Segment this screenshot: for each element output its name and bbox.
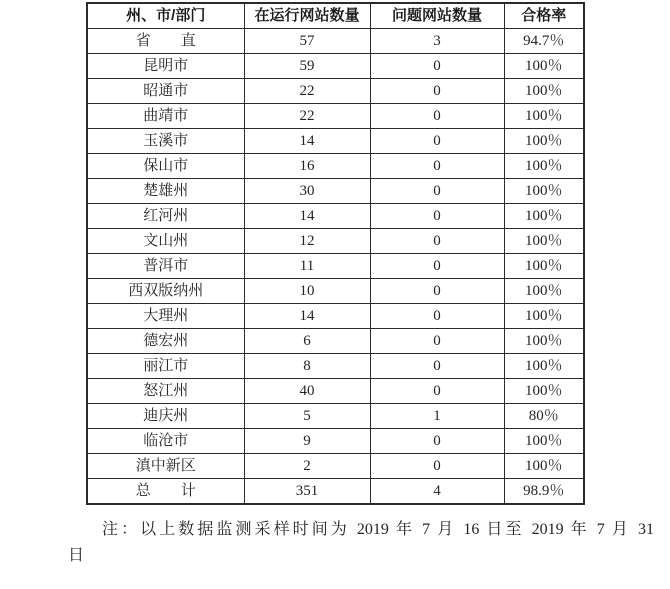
running-websites-count-cell: 5 [244,404,370,429]
pass-rate-cell: 100％ [504,379,584,404]
running-websites-count-cell: 14 [244,304,370,329]
table-row [87,204,584,229]
region-cell: 昭通市 [87,79,244,104]
running-websites-count-cell: 9 [244,429,370,454]
problem-websites-count-cell: 0 [370,204,504,229]
running-websites-count-cell: 12 [244,229,370,254]
running-websites-count-cell: 22 [244,104,370,129]
problem-websites-count-cell: 0 [370,304,504,329]
table-row [87,279,584,304]
pass-rate-cell: 100％ [504,304,584,329]
table-row [87,79,584,104]
region-cell: 丽江市 [87,354,244,379]
pass-rate-cell: 100％ [504,429,584,454]
problem-websites-count-cell: 0 [370,54,504,79]
region-cell: 怒江州 [87,379,244,404]
table-row [87,454,584,479]
running-websites-count-cell: 10 [244,279,370,304]
pass-rate-cell: 100％ [504,279,584,304]
table-row [87,429,584,454]
region-cell: 红河州 [87,204,244,229]
region-cell: 大理州 [87,304,244,329]
pass-rate-cell: 100％ [504,354,584,379]
problem-websites-count-cell: 0 [370,454,504,479]
problem-websites-count-cell: 0 [370,379,504,404]
problem-websites-count-cell: 1 [370,404,504,429]
problem-websites-count-cell: 0 [370,179,504,204]
table-row [87,254,584,279]
problem-websites-count-cell: 0 [370,154,504,179]
region-cell: 保山市 [87,154,244,179]
problem-websites-count-cell: 0 [370,129,504,154]
pass-rate-cell: 100％ [504,254,584,279]
table-body [87,29,584,505]
pass-rate-cell: 100％ [504,154,584,179]
problem-websites-count-cell: 0 [370,229,504,254]
footnote-line-1: 注：以上数据监测采样时间为 2019 年 7 月 16 日至 2019 年 7 月 31 [102,521,654,538]
pass-rate-cell: 100％ [504,54,584,79]
pass-rate-cell: 100％ [504,79,584,104]
pass-rate-cell: 100％ [504,454,584,479]
table-row [87,179,584,204]
pass-rate-cell: 80％ [504,404,584,429]
problem-websites-count-cell: 0 [370,104,504,129]
pass-rate-cell: 100％ [504,229,584,254]
pass-rate-cell: 100％ [504,179,584,204]
table-row [87,104,584,129]
region-cell: 西双版纳州 [87,279,244,304]
running-websites-count-cell: 22 [244,79,370,104]
pass-rate-cell: 100％ [504,329,584,354]
table-row [87,54,584,79]
problem-websites-count-cell: 0 [370,354,504,379]
region-cell: 文山州 [87,229,244,254]
region-cell: 玉溪市 [87,129,244,154]
table-row [87,404,584,429]
region-cell: 迪庆州 [87,404,244,429]
region-cell: 普洱市 [87,254,244,279]
footnote-line-2: 日 [68,547,85,564]
region-cell: 楚雄州 [87,179,244,204]
pass-rate-cell: 94.7％ [504,29,584,54]
column-header-running-websites: 在运行网站数量 [244,3,370,29]
running-websites-count-cell: 16 [244,154,370,179]
table-row [87,354,584,379]
problem-websites-count-cell: 0 [370,279,504,304]
problem-websites-count-cell: 0 [370,329,504,354]
running-websites-count-cell: 59 [244,54,370,79]
region-cell: 省 直 [87,29,244,54]
region-cell: 德宏州 [87,329,244,354]
header-row [87,3,584,29]
running-websites-count-cell: 30 [244,179,370,204]
problem-websites-count-cell: 0 [370,79,504,104]
column-header-pass-rate: 合格率 [504,3,584,29]
table-row [87,479,584,505]
running-websites-count-cell: 2 [244,454,370,479]
pass-rate-cell: 100％ [504,204,584,229]
column-header-region: 州、市/部门 [87,3,244,29]
website-monitoring-table [86,2,585,505]
table-row [87,129,584,154]
column-header-problem-websites: 问题网站数量 [370,3,504,29]
footnote [68,517,654,569]
problem-websites-count-cell: 0 [370,429,504,454]
pass-rate-cell: 100％ [504,104,584,129]
region-cell: 临沧市 [87,429,244,454]
table-row [87,379,584,404]
running-websites-count-cell: 6 [244,329,370,354]
running-websites-count-cell: 11 [244,254,370,279]
pass-rate-cell: 98.9％ [504,479,584,505]
region-cell: 滇中新区 [87,454,244,479]
running-websites-count-cell: 8 [244,354,370,379]
table-row [87,304,584,329]
table-row [87,329,584,354]
running-websites-count-cell: 40 [244,379,370,404]
pass-rate-cell: 100％ [504,129,584,154]
running-websites-count-cell: 14 [244,204,370,229]
table-row [87,29,584,54]
problem-websites-count-cell: 0 [370,254,504,279]
region-cell: 总 计 [87,479,244,505]
problem-websites-count-cell: 4 [370,479,504,505]
region-cell: 曲靖市 [87,104,244,129]
running-websites-count-cell: 351 [244,479,370,505]
running-websites-count-cell: 14 [244,129,370,154]
region-cell: 昆明市 [87,54,244,79]
table-row [87,229,584,254]
table-row [87,154,584,179]
problem-websites-count-cell: 3 [370,29,504,54]
running-websites-count-cell: 57 [244,29,370,54]
document-page [0,2,670,589]
